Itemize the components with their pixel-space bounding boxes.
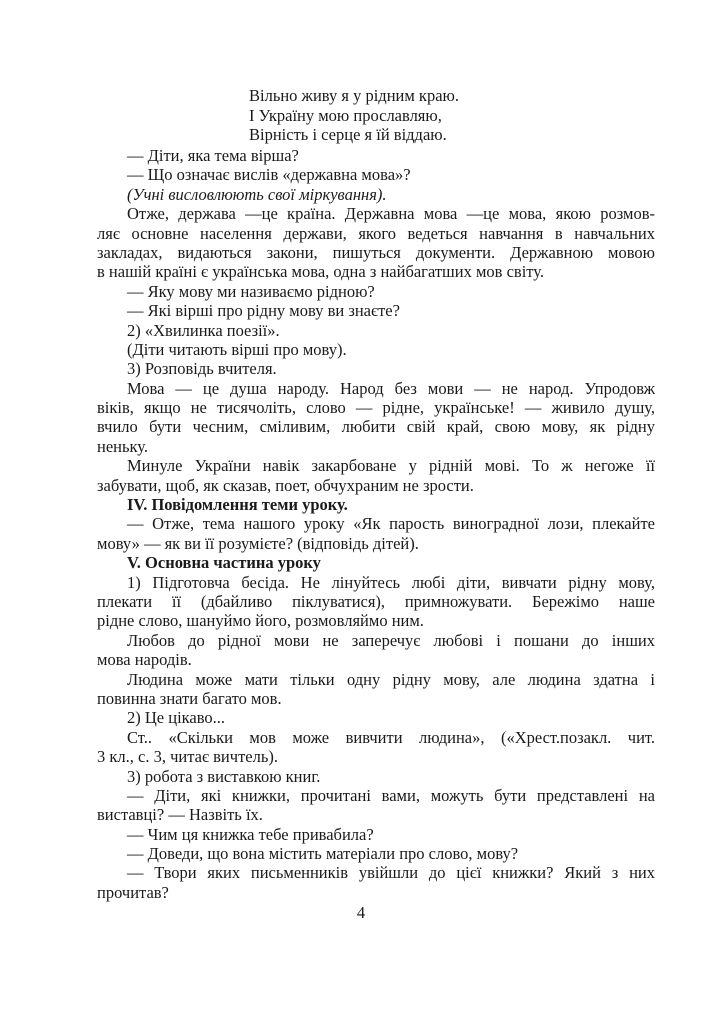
text-line: 3 кл., с. 3, читає вичтель). [97,747,278,767]
text-line: — Отже, тема нашого уроку «Як парость виноградної лози, плекайте [127,514,655,534]
text-line: Отже, держава —це країна. Державна мова —це мова, якою розмов- [127,204,655,224]
text-line: мова народів. [97,650,192,670]
text-line: (Учні висловлюють свої міркування). [127,184,387,204]
text-line: віків, якщо не тисячоліть, слово — рідне, українське! — живило душу, [97,398,655,418]
page-number: 4 [356,903,366,922]
text-line: 2) Це цікаво... [127,708,226,728]
poem-stanza [249,86,459,145]
text-line: 3) Розповідь вчителя. [127,359,277,379]
text-line: ляє основне населення держави, якого ведеться навчання в навчальних [97,223,655,243]
text-line: Ст.. «Скільки мов може вивчити людина», («Хрест.позакл. чит. [127,727,655,747]
text-line: IV. Повідомлення теми уроку. [127,495,348,515]
text-line: — Яку мову ми називаємо рідною? [127,281,375,301]
poem-line: Вірність і серце я їй віддаю. [249,125,447,144]
text-line: мову» — як ви її розумієте? (відповідь дітей). [97,533,419,553]
text-line: Минуле України навік закарбоване у рідній мові. То ж негоже її [127,456,655,476]
text-line: неньку. [97,436,149,456]
text-line: Мова — це душа народу. Народ без мови — не народ. Упродовж [127,378,655,398]
text-line: в нашій країні є українська мова, одна з найбагатших мов світу. [97,262,544,282]
document-body [97,146,655,902]
text-line: — Доведи, що вона містить матеріали про слово, мову? [127,844,519,864]
text-line: 2) «Хвилинка поезії». [127,320,280,340]
text-line: Любов до рідної мови не заперечує любові і пошани до інших [127,630,655,650]
poem-line: Вільно живу я у рідним краю. [249,86,459,105]
text-line: (Діти читають вірші про мову). [127,339,347,359]
text-line: плекати її (дбайливо піклуватися), примножувати. Бережімо наше [97,591,655,611]
text-line: забувати, щоб, як сказав, поет, обчухраним не зрости. [97,475,474,495]
text-line: — Чим ця книжка тебе привабила? [127,824,374,844]
text-line: рідне слово, шануймо його, розмовляймо ним. [97,611,424,631]
poem-line: І Україну мою прославляю, [249,105,442,125]
text-line: прочитав? [97,882,169,902]
text-line: 1) Підготовча бесіда. Не лінуйтесь любі діти, вивчати рідну мову, [127,572,655,592]
text-line: V. Основна частина уроку [127,553,321,573]
text-line: — Діти, яка тема вірша? [127,146,299,165]
text-line: виставці? — Назвіть їх. [97,805,263,825]
text-line: вчило бути чесним, сміливим, любити свій край, свою мову, як рідну [97,417,655,437]
text-line: Людина може мати тільки одну рідну мову, але людина здатна і [127,669,655,689]
text-line: — Діти, які книжки, прочитані вами, можуть бути представлені на [127,785,655,805]
text-line: — Що означає вислів «державна мова»? [127,165,411,185]
text-line: повинна знати багато мов. [97,688,282,708]
text-line: — Які вірші про рідну мову ви знаєте? [127,301,400,321]
text-line: 3) робота з виставкою книг. [127,766,321,786]
text-line: — Твори яких письменників увійшли до цієї книжки? Який з них [127,863,655,883]
text-line: закладах, видаються закони, пишуться документи. Державною мовою [97,242,655,262]
